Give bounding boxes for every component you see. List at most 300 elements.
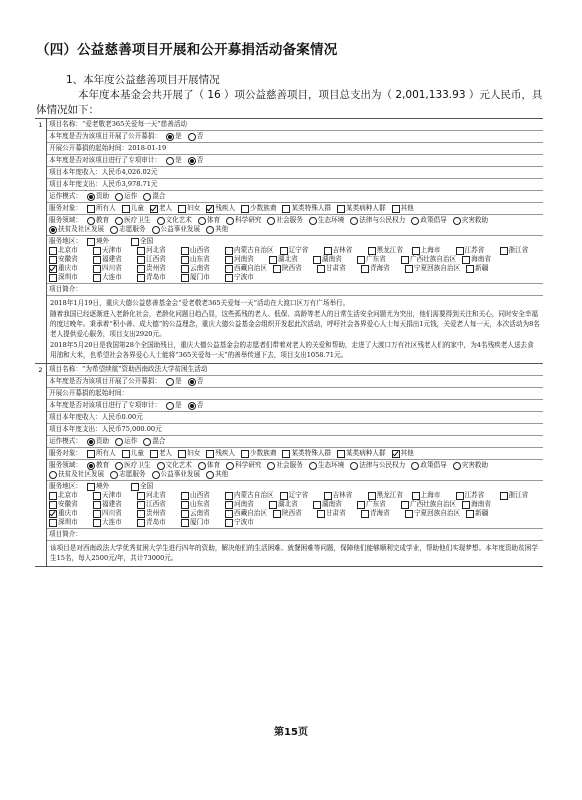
checkbox[interactable] <box>137 256 145 264</box>
target-option-label: 少数族裔 <box>250 204 277 212</box>
radio-button[interactable] <box>143 438 151 446</box>
checkbox[interactable] <box>137 274 145 282</box>
region-option <box>500 491 538 500</box>
income-row <box>47 167 543 179</box>
checkbox[interactable] <box>462 256 470 264</box>
checkbox[interactable] <box>93 274 101 282</box>
region-option <box>49 246 87 255</box>
checkbox[interactable] <box>122 205 130 213</box>
radio-button[interactable] <box>115 462 123 470</box>
checkbox[interactable] <box>181 247 189 255</box>
region-option-label: 厦门市 <box>190 518 210 526</box>
target-option-label: 儿童 <box>130 449 144 457</box>
region-option <box>181 264 219 273</box>
checkbox[interactable] <box>225 492 233 500</box>
scope-option-label: 境外 <box>95 237 110 245</box>
radio-button[interactable] <box>49 471 57 479</box>
section-title: （四）公益慈善项目开展和公开募捐活动备案情况 <box>36 42 338 58</box>
target-option-label: 儿童 <box>130 204 144 212</box>
checkbox[interactable] <box>49 510 57 518</box>
target-option <box>87 204 116 213</box>
radio-button[interactable] <box>166 157 174 165</box>
radio-button[interactable] <box>309 462 317 470</box>
region-option <box>225 491 274 500</box>
region-row <box>47 481 543 529</box>
checkbox[interactable] <box>361 265 369 273</box>
checkbox[interactable] <box>401 256 409 264</box>
field-option-label: 其他 <box>215 225 229 233</box>
region-option <box>225 264 267 273</box>
region-option-label: 江西省 <box>146 255 166 263</box>
field-option <box>309 461 344 470</box>
public-option <box>188 377 204 386</box>
start-date-row <box>47 388 543 400</box>
target-option-label: 某类病种人群 <box>346 449 386 457</box>
radio-button[interactable] <box>226 462 234 470</box>
region-option-label: 新疆 <box>475 509 489 517</box>
region-option-label: 辽宁省 <box>288 246 309 254</box>
region-option <box>49 491 87 500</box>
region-option-label: 大连市 <box>102 273 122 281</box>
field-option <box>206 225 228 234</box>
region-option <box>181 273 219 282</box>
mode-option <box>87 437 109 446</box>
radio-button[interactable] <box>267 462 275 470</box>
checkbox[interactable] <box>150 450 158 458</box>
target-option <box>178 204 200 213</box>
checkbox[interactable] <box>412 492 420 500</box>
field-option <box>152 470 201 479</box>
region-option <box>181 491 219 500</box>
region-option <box>357 500 395 509</box>
checkbox[interactable] <box>93 247 101 255</box>
region-option <box>405 264 460 273</box>
checkbox[interactable] <box>324 492 332 500</box>
radio-button[interactable] <box>188 157 196 165</box>
checkbox[interactable] <box>225 256 233 264</box>
checkbox[interactable] <box>93 510 101 518</box>
field-option <box>350 216 405 225</box>
radio-button[interactable] <box>157 462 165 470</box>
checkbox[interactable] <box>368 247 376 255</box>
public-option <box>166 377 182 386</box>
radio-button[interactable] <box>87 193 95 201</box>
audit-option <box>188 401 204 410</box>
projects-table <box>35 118 543 567</box>
checkbox[interactable] <box>282 205 290 213</box>
checkbox[interactable] <box>337 450 345 458</box>
expense-row <box>47 179 543 191</box>
region-option-label: 河北省 <box>146 246 166 254</box>
region-option <box>462 255 500 264</box>
checkbox[interactable] <box>273 265 281 273</box>
region-option-label: 福建省 <box>102 255 122 263</box>
region-option <box>280 246 318 255</box>
region-option <box>324 246 362 255</box>
description-paragraph: 随着我国已经逐渐进入老龄化社会，老龄化问题日趋凸显，这些孤残的老人、低保、高龄等老人的日常生活安全问题尤为突出，他们需要得到关注和关心，同时安全幸福的度过晚年。秉承着“积小善、成大德”的公益理念，重庆大德公益基金会组织开发起此次活动，呼吁社会各界爱心人士每天捐出1元钱，关爱老人每一天，本次活动为8名老人提供爱心服务，项目支出2920元。 <box>50 310 540 338</box>
target-option <box>392 204 414 213</box>
checkbox[interactable] <box>181 256 189 264</box>
audit-option <box>166 401 182 410</box>
target-option-label: 少数族裔 <box>250 449 277 457</box>
region-option <box>273 264 311 273</box>
field-option-label: 医疗卫生 <box>124 216 151 224</box>
checkbox[interactable] <box>241 450 249 458</box>
public-option-label: 是 <box>175 132 182 140</box>
checkbox[interactable] <box>500 492 508 500</box>
radio-button[interactable] <box>188 402 196 410</box>
region-option-label: 广西壮族自治区 <box>410 500 457 508</box>
public-fundraising-label: 本年度是否为该项目开展了公开募捐： <box>49 377 162 385</box>
checkbox[interactable] <box>405 265 413 273</box>
checkbox[interactable] <box>225 274 233 282</box>
target-option <box>241 204 276 213</box>
radio-button[interactable] <box>198 462 206 470</box>
radio-button[interactable] <box>453 217 461 225</box>
mode-row <box>47 436 543 448</box>
public-fundraising-label: 本年度是否为该项目开展了公开募捐： <box>49 132 162 140</box>
checkbox[interactable] <box>361 510 369 518</box>
field-option <box>87 461 109 470</box>
checkbox[interactable] <box>357 501 365 509</box>
target-option-label: 某类特殊人群 <box>291 449 332 457</box>
region-option <box>93 518 131 527</box>
target-option <box>122 204 144 213</box>
checkbox[interactable] <box>137 247 145 255</box>
checkbox[interactable] <box>462 501 470 509</box>
radio-button[interactable] <box>143 193 151 201</box>
checkbox[interactable] <box>466 510 474 518</box>
checkbox[interactable] <box>150 205 158 213</box>
radio-button[interactable] <box>206 226 214 234</box>
radio-button[interactable] <box>453 462 461 470</box>
checkbox[interactable] <box>49 247 57 255</box>
region-option-label: 四川省 <box>102 509 122 517</box>
region-option-label: 北京市 <box>58 491 78 499</box>
radio-button[interactable] <box>411 217 419 225</box>
target-option-label: 其他 <box>400 449 414 457</box>
income-label: 项目本年度收入： <box>49 168 102 176</box>
region-option-label: 河南省 <box>234 500 254 508</box>
checkbox[interactable] <box>87 205 95 213</box>
radio-button[interactable] <box>198 217 206 225</box>
radio-button[interactable] <box>110 471 118 479</box>
checkbox[interactable] <box>324 247 332 255</box>
region-option-label: 上海市 <box>420 491 441 499</box>
radio-button[interactable] <box>87 438 95 446</box>
checkbox[interactable] <box>49 519 57 527</box>
project-number: 1 <box>35 119 47 363</box>
radio-button[interactable] <box>152 226 160 234</box>
region-option-label: 深圳市 <box>58 273 78 281</box>
radio-button[interactable] <box>350 217 358 225</box>
region-option <box>137 273 175 282</box>
field-option <box>267 216 302 225</box>
target-option-label: 某类病种人群 <box>346 204 386 212</box>
description-paragraph: 该项目是对西南政法大学优秀贫困大学生进行四年的资助，解决他们的生活困难、就餐困难等问题，保障他们能够顺利完成学业，帮助他们实现梦想。本年度资助贫困学生15名，每人2500元/年，共计73000元。 <box>50 544 538 562</box>
region-option <box>49 518 87 527</box>
audit-row <box>47 155 543 167</box>
checkbox[interactable] <box>181 519 189 527</box>
checkbox[interactable] <box>49 492 57 500</box>
field-option <box>206 470 228 479</box>
project-block <box>35 364 543 566</box>
radio-button[interactable] <box>226 217 234 225</box>
checkbox[interactable] <box>87 483 95 491</box>
start-date-label: 开展公开募捐的起始时间： <box>49 389 129 397</box>
checkbox[interactable] <box>280 492 288 500</box>
checkbox[interactable] <box>392 205 400 213</box>
region-option-label: 湖南省 <box>322 500 342 508</box>
checkbox[interactable] <box>131 483 139 491</box>
checkbox[interactable] <box>392 450 400 458</box>
mode-option <box>87 192 109 201</box>
region-option <box>361 509 399 518</box>
region-option <box>93 264 131 273</box>
brief-label: 项目简介： <box>47 529 543 541</box>
field-option-label: 公益事业发展 <box>160 225 201 233</box>
checkbox[interactable] <box>137 519 145 527</box>
checkbox[interactable] <box>181 501 189 509</box>
radio-button[interactable] <box>350 462 358 470</box>
scope-option <box>87 237 125 246</box>
target-option <box>178 449 200 458</box>
description-paragraph: 2018年5月20日是我国第28个全国助残日，重庆大德公益基金会的志愿者们带着对老人的关爱和帮助，走进了大渡口万有社区残老人们的家中，为4名残疾老人送去食用油和大米，也希望社会各界爱心人士能将“365关爱每一天”的善举传递下去，项目支出1058.71元。 <box>50 341 534 359</box>
region-option <box>49 255 87 264</box>
checkbox[interactable] <box>405 510 413 518</box>
checkbox[interactable] <box>87 450 95 458</box>
checkbox[interactable] <box>225 510 233 518</box>
checkbox[interactable] <box>137 265 145 273</box>
field-option-label: 灾害救助 <box>461 216 489 224</box>
radio-button[interactable] <box>115 217 123 225</box>
region-option <box>412 491 450 500</box>
target-option-label: 残疾人 <box>215 449 236 457</box>
checkbox[interactable] <box>206 205 214 213</box>
checkbox[interactable] <box>225 519 233 527</box>
region-option-label: 湖北省 <box>278 500 298 508</box>
radio-button[interactable] <box>157 217 165 225</box>
checkbox[interactable] <box>225 247 233 255</box>
audit-option-label: 否 <box>196 401 204 409</box>
field-option-label: 科学研究 <box>235 461 262 469</box>
checkbox[interactable] <box>313 256 321 264</box>
field-option-label: 体育 <box>206 216 221 224</box>
radio-button[interactable] <box>188 378 196 386</box>
field-option <box>152 225 201 234</box>
checkbox[interactable] <box>181 510 189 518</box>
region-option <box>466 264 504 273</box>
checkbox[interactable] <box>357 256 365 264</box>
radio-button[interactable] <box>309 217 317 225</box>
checkbox[interactable] <box>466 265 474 273</box>
region-option <box>93 273 131 282</box>
region-option <box>137 509 175 518</box>
checkbox[interactable] <box>181 492 189 500</box>
checkbox[interactable] <box>241 205 249 213</box>
field-option-label: 医疗卫生 <box>124 461 151 469</box>
checkbox[interactable] <box>500 247 508 255</box>
field-option-label: 公益事业发展 <box>160 470 201 478</box>
checkbox[interactable] <box>317 265 325 273</box>
target-option <box>87 449 116 458</box>
region-option <box>93 509 131 518</box>
checkbox[interactable] <box>181 274 189 282</box>
checkbox[interactable] <box>206 450 214 458</box>
targets-row <box>47 203 543 215</box>
public-option <box>166 132 182 141</box>
checkbox[interactable] <box>225 501 233 509</box>
region-option <box>93 491 131 500</box>
mode-option <box>143 192 165 201</box>
checkbox[interactable] <box>49 274 57 282</box>
radio-button[interactable] <box>49 226 57 234</box>
checkbox[interactable] <box>178 450 186 458</box>
field-option <box>226 461 261 470</box>
region-option-label: 江西省 <box>146 500 166 508</box>
radio-button[interactable] <box>87 462 95 470</box>
start-date-label: 开展公开募捐的起始时间： <box>49 144 129 152</box>
checkbox[interactable] <box>337 205 345 213</box>
checkbox[interactable] <box>49 256 57 264</box>
audit-label: 本年度是否对该项目进行了专项审计： <box>49 156 162 164</box>
radio-button[interactable] <box>166 133 174 141</box>
region-option-label: 广西壮族自治区 <box>410 255 457 263</box>
target-option <box>337 449 386 458</box>
radio-button[interactable] <box>87 217 95 225</box>
radio-button[interactable] <box>110 226 118 234</box>
region-option-label: 浙江省 <box>508 491 529 499</box>
region-option-label: 陕西省 <box>281 264 302 272</box>
field-option <box>110 470 145 479</box>
checkbox[interactable] <box>181 265 189 273</box>
radio-button[interactable] <box>188 133 196 141</box>
checkbox[interactable] <box>93 501 101 509</box>
expense-label: 项目本年度支出： <box>49 180 102 188</box>
checkbox[interactable] <box>87 238 95 246</box>
field-option-label: 志愿服务 <box>119 225 146 233</box>
region-option <box>225 509 267 518</box>
radio-button[interactable] <box>115 438 123 446</box>
checkbox[interactable] <box>282 450 290 458</box>
field-option-label: 体育 <box>206 461 221 469</box>
checkbox[interactable] <box>269 501 277 509</box>
field-option <box>157 461 192 470</box>
public-option-label: 否 <box>196 132 204 140</box>
checkbox[interactable] <box>137 501 145 509</box>
region-option <box>466 509 504 518</box>
region-option-label: 云南省 <box>190 264 210 272</box>
checkbox[interactable] <box>317 510 325 518</box>
radio-button[interactable] <box>115 193 123 201</box>
region-option-label: 新疆 <box>475 264 489 272</box>
scope-option <box>131 237 169 246</box>
region-option-label: 福建省 <box>102 500 122 508</box>
expense-row <box>47 424 543 436</box>
income-value: 人民币0.00元 <box>101 413 143 421</box>
field-option-label: 文化艺术 <box>165 216 192 224</box>
checkbox[interactable] <box>93 256 101 264</box>
radio-button[interactable] <box>206 471 214 479</box>
region-option-label: 湖北省 <box>278 255 298 263</box>
region-option-label: 天津市 <box>102 246 122 254</box>
scope-option <box>131 482 169 491</box>
checkbox[interactable] <box>93 519 101 527</box>
region-option <box>137 255 175 264</box>
expense-value: 人民币3,978.71元 <box>101 180 158 188</box>
checkbox[interactable] <box>269 256 277 264</box>
checkbox[interactable] <box>49 265 57 273</box>
project-body <box>47 364 543 566</box>
audit-option-label: 否 <box>196 156 204 164</box>
region-option <box>269 500 307 509</box>
region-option-label: 吉林省 <box>332 246 353 254</box>
region-option <box>313 255 351 264</box>
region-option <box>405 509 460 518</box>
region-option-label: 广东省 <box>366 255 386 263</box>
target-option <box>337 204 386 213</box>
checkbox[interactable] <box>93 265 101 273</box>
field-option-label: 社会服务 <box>276 461 303 469</box>
checkbox[interactable] <box>122 450 130 458</box>
region-option <box>273 509 311 518</box>
radio-button[interactable] <box>166 402 174 410</box>
checkbox[interactable] <box>49 501 57 509</box>
region-option-label: 陕西省 <box>281 509 302 517</box>
checkbox[interactable] <box>456 492 464 500</box>
checkbox[interactable] <box>401 501 409 509</box>
field-option-label: 灾害救助 <box>461 461 489 469</box>
region-option-label: 河北省 <box>146 491 166 499</box>
checkbox[interactable] <box>280 247 288 255</box>
checkbox[interactable] <box>273 510 281 518</box>
region-option <box>324 491 362 500</box>
checkbox[interactable] <box>137 492 145 500</box>
field-option-label: 法律与公民权力 <box>359 216 406 224</box>
radio-button[interactable] <box>411 462 419 470</box>
checkbox[interactable] <box>178 205 186 213</box>
region-option-label: 四川省 <box>102 264 122 272</box>
region-option-label: 安徽省 <box>58 500 78 508</box>
checkbox[interactable] <box>313 501 321 509</box>
checkbox[interactable] <box>412 247 420 255</box>
region-option <box>181 255 219 264</box>
radio-button[interactable] <box>152 471 160 479</box>
checkbox[interactable] <box>137 510 145 518</box>
checkbox[interactable] <box>368 492 376 500</box>
field-option <box>115 461 150 470</box>
public-fundraising-row <box>47 131 543 143</box>
radio-button[interactable] <box>166 378 174 386</box>
radio-button[interactable] <box>267 217 275 225</box>
target-option-label: 所有人 <box>95 449 116 457</box>
target-option-label: 所有人 <box>95 204 116 212</box>
checkbox[interactable] <box>131 238 139 246</box>
field-option-label: 社会服务 <box>276 216 303 224</box>
audit-option-label: 是 <box>175 401 182 409</box>
checkbox[interactable] <box>456 247 464 255</box>
region-option <box>456 246 494 255</box>
field-option-label: 志愿服务 <box>119 470 146 478</box>
project-name: 项目名称：“爱老敬老365关爱每一天”慈善活动 <box>47 119 543 131</box>
region-option <box>181 509 219 518</box>
field-option-label: 扶贫及社区发展 <box>58 225 105 233</box>
mode-option <box>115 192 137 201</box>
target-option-label: 某类特殊人群 <box>291 204 332 212</box>
checkbox[interactable] <box>225 265 233 273</box>
start-date-row <box>47 143 543 155</box>
checkbox[interactable] <box>93 492 101 500</box>
